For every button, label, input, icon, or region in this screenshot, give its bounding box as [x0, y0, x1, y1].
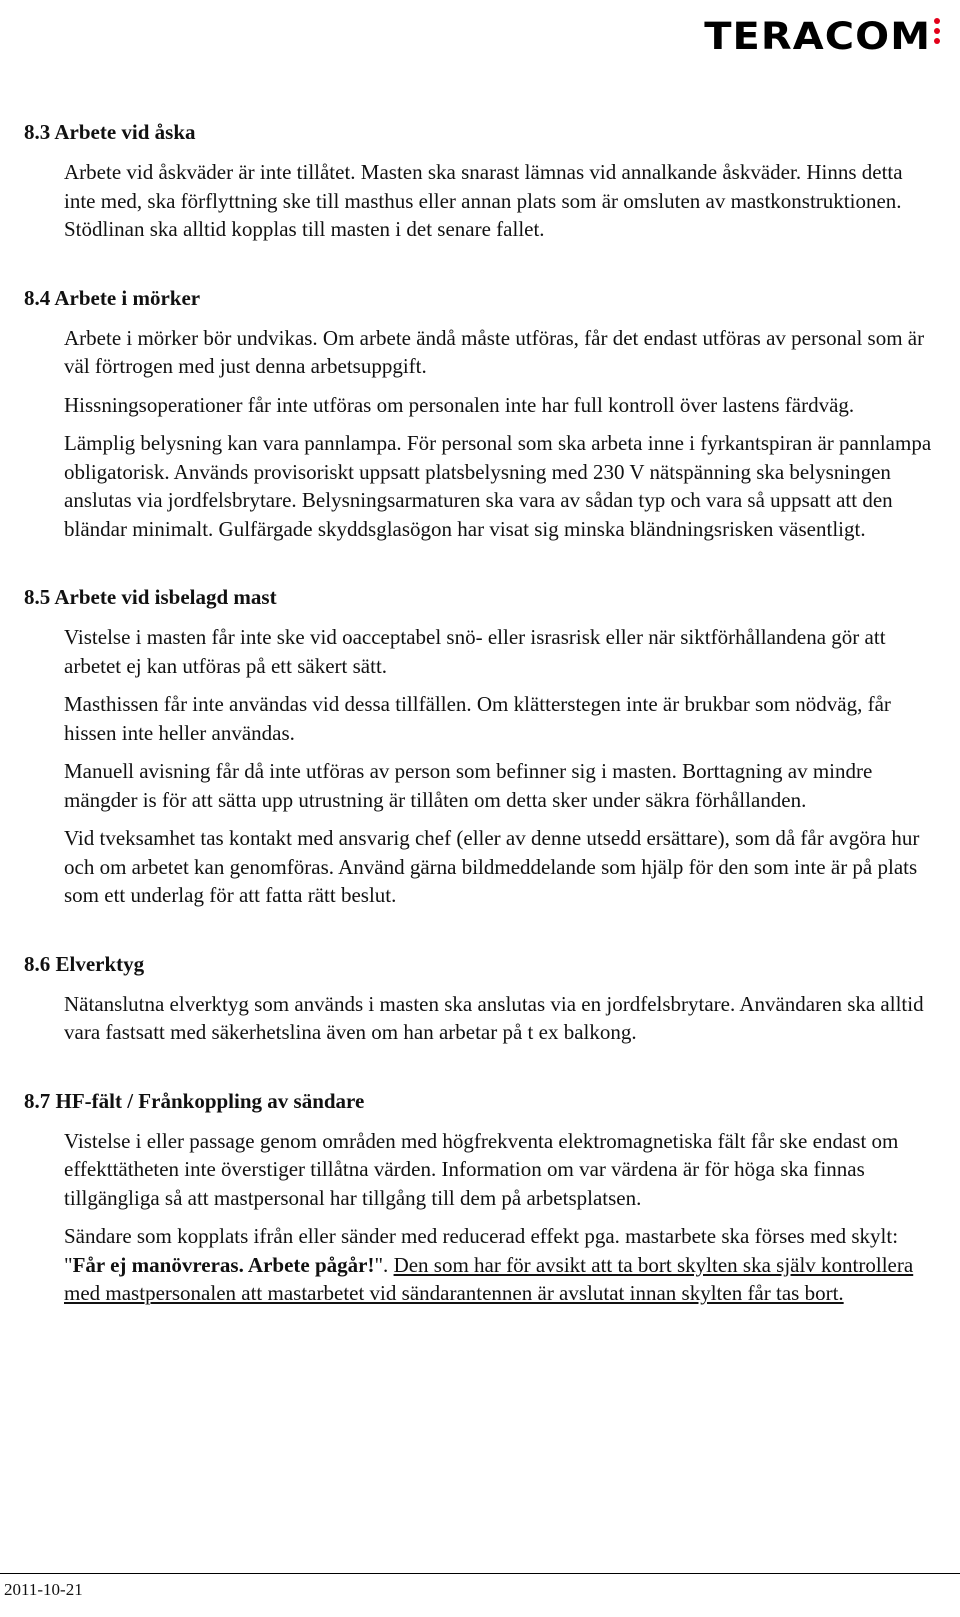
- notice-lead-text: Sändare som kopplats ifrån eller sänder med reducerad effekt pga. mastarbete ska förses med skylt: ": [64, 1224, 899, 1277]
- section-heading: 8.6 Elverktyg: [24, 951, 145, 976]
- section-8-3: [24, 118, 936, 244]
- paragraph: Arbete vid åskväder är inte tillåtet. Masten ska snarast lämnas vid annalkande åskväder. Hinns detta inte med, ska förflyttning ske till masthus eller annan plats som är omsluten av mastkonstruktionen. Stödlinan ska alltid kopplas till masten i det senare fallet.: [64, 160, 903, 241]
- section-8-7: [24, 1087, 936, 1308]
- section-8-5: [24, 583, 936, 910]
- sign-text: Får ej manövreras. Arbete pågår!: [72, 1252, 375, 1277]
- logo-wordmark: TERACOM: [704, 15, 931, 58]
- section-heading: 8.5 Arbete vid isbelagd mast: [24, 585, 277, 609]
- underlined-instruction: Den som har för avsikt att ta bort skylten ska själv kontrollera med mastpersonalen att mastarbetet vid sändarantennen är avslutat innan skylten får tas bort.: [64, 1252, 914, 1305]
- section-heading: 8.3 Arbete vid åska: [24, 120, 196, 144]
- paragraph: Vistelse i eller passage genom områden med högfrekventa elektromagnetiska fält får ske endast om effekttätheten inte överstiger tillåtna värden. Information om var värdena är för höga ska finnas tillgängliga så att mastpersonal har tillgång till dem på arbetsplatsen.: [64, 1128, 899, 1210]
- teracom-logo: [704, 15, 940, 58]
- paragraph: Arbete i mörker bör undvikas. Om arbete ändå måste utföras, får det endast utföras av personal som är väl förtrogen med just denna arbetsuppgift.: [64, 325, 925, 378]
- paragraph: Vid tveksamhet tas kontakt med ansvarig chef (eller av denne utsedd ersättare), som då får avgöra hur och om arbetet kan genomföras. Använd gärna bildmeddelande som hjälp för den som inte är på plats som ett underlag för att fatta rätt beslut.: [64, 826, 920, 907]
- document-body: [24, 118, 936, 1348]
- notice-mid-text: ".: [374, 1252, 394, 1277]
- section-8-6: [24, 950, 936, 1047]
- section-heading: 8.4 Arbete i mörker: [24, 285, 201, 310]
- section-8-4: [24, 284, 936, 544]
- paragraph: Masthissen får inte användas vid dessa tillfällen. Om klätterstegen inte är brukbar som nödväg, får hissen inte heller användas.: [64, 692, 891, 745]
- footer-date: 2011-10-21: [4, 1580, 83, 1599]
- paragraph: Vistelse i masten får inte ske vid oacceptabel snö- eller israsrisk eller när siktförhållandena gör att arbetet ej kan utföras på ett säkert sätt.: [64, 625, 886, 678]
- paragraph: Hissningsoperationer får inte utföras om personalen inte har full kontroll över lastens färdväg.: [64, 392, 855, 417]
- paragraph: Nätanslutna elverktyg som används i masten ska anslutas via en jordfelsbrytare. Användaren ska alltid vara fastsatt med säkerhetslina även om han arbetar på t ex balkong.: [64, 991, 924, 1044]
- paragraph-sign-notice: [64, 1222, 936, 1308]
- section-heading: 8.7 HF-fält / Frånkoppling av sändare: [24, 1088, 365, 1113]
- logo-dots-icon: [934, 16, 940, 44]
- paragraph: Manuell avisning får då inte utföras av person som befinner sig i masten. Borttagning av mindre mängder is för att sätta upp utrustning är tillåten om detta sker under säkra förhållanden.: [64, 759, 873, 812]
- footer-divider: [0, 1573, 960, 1574]
- paragraph: Lämplig belysning kan vara pannlampa. För personal som ska arbeta inne i fyrkantspiran är pannlampa obligatorisk. Används provisoriskt uppsatt platsbelysning med 230 V nätspänning ska belysningen anslutas via jordfelsbrytare. Belysningsarmaturen ska vara av sådan typ och vara så uppsatt att den bländar minimalt. Gulfärgade skyddsglasögon har visat sig minska bländningsrisken väsentligt.: [64, 431, 932, 541]
